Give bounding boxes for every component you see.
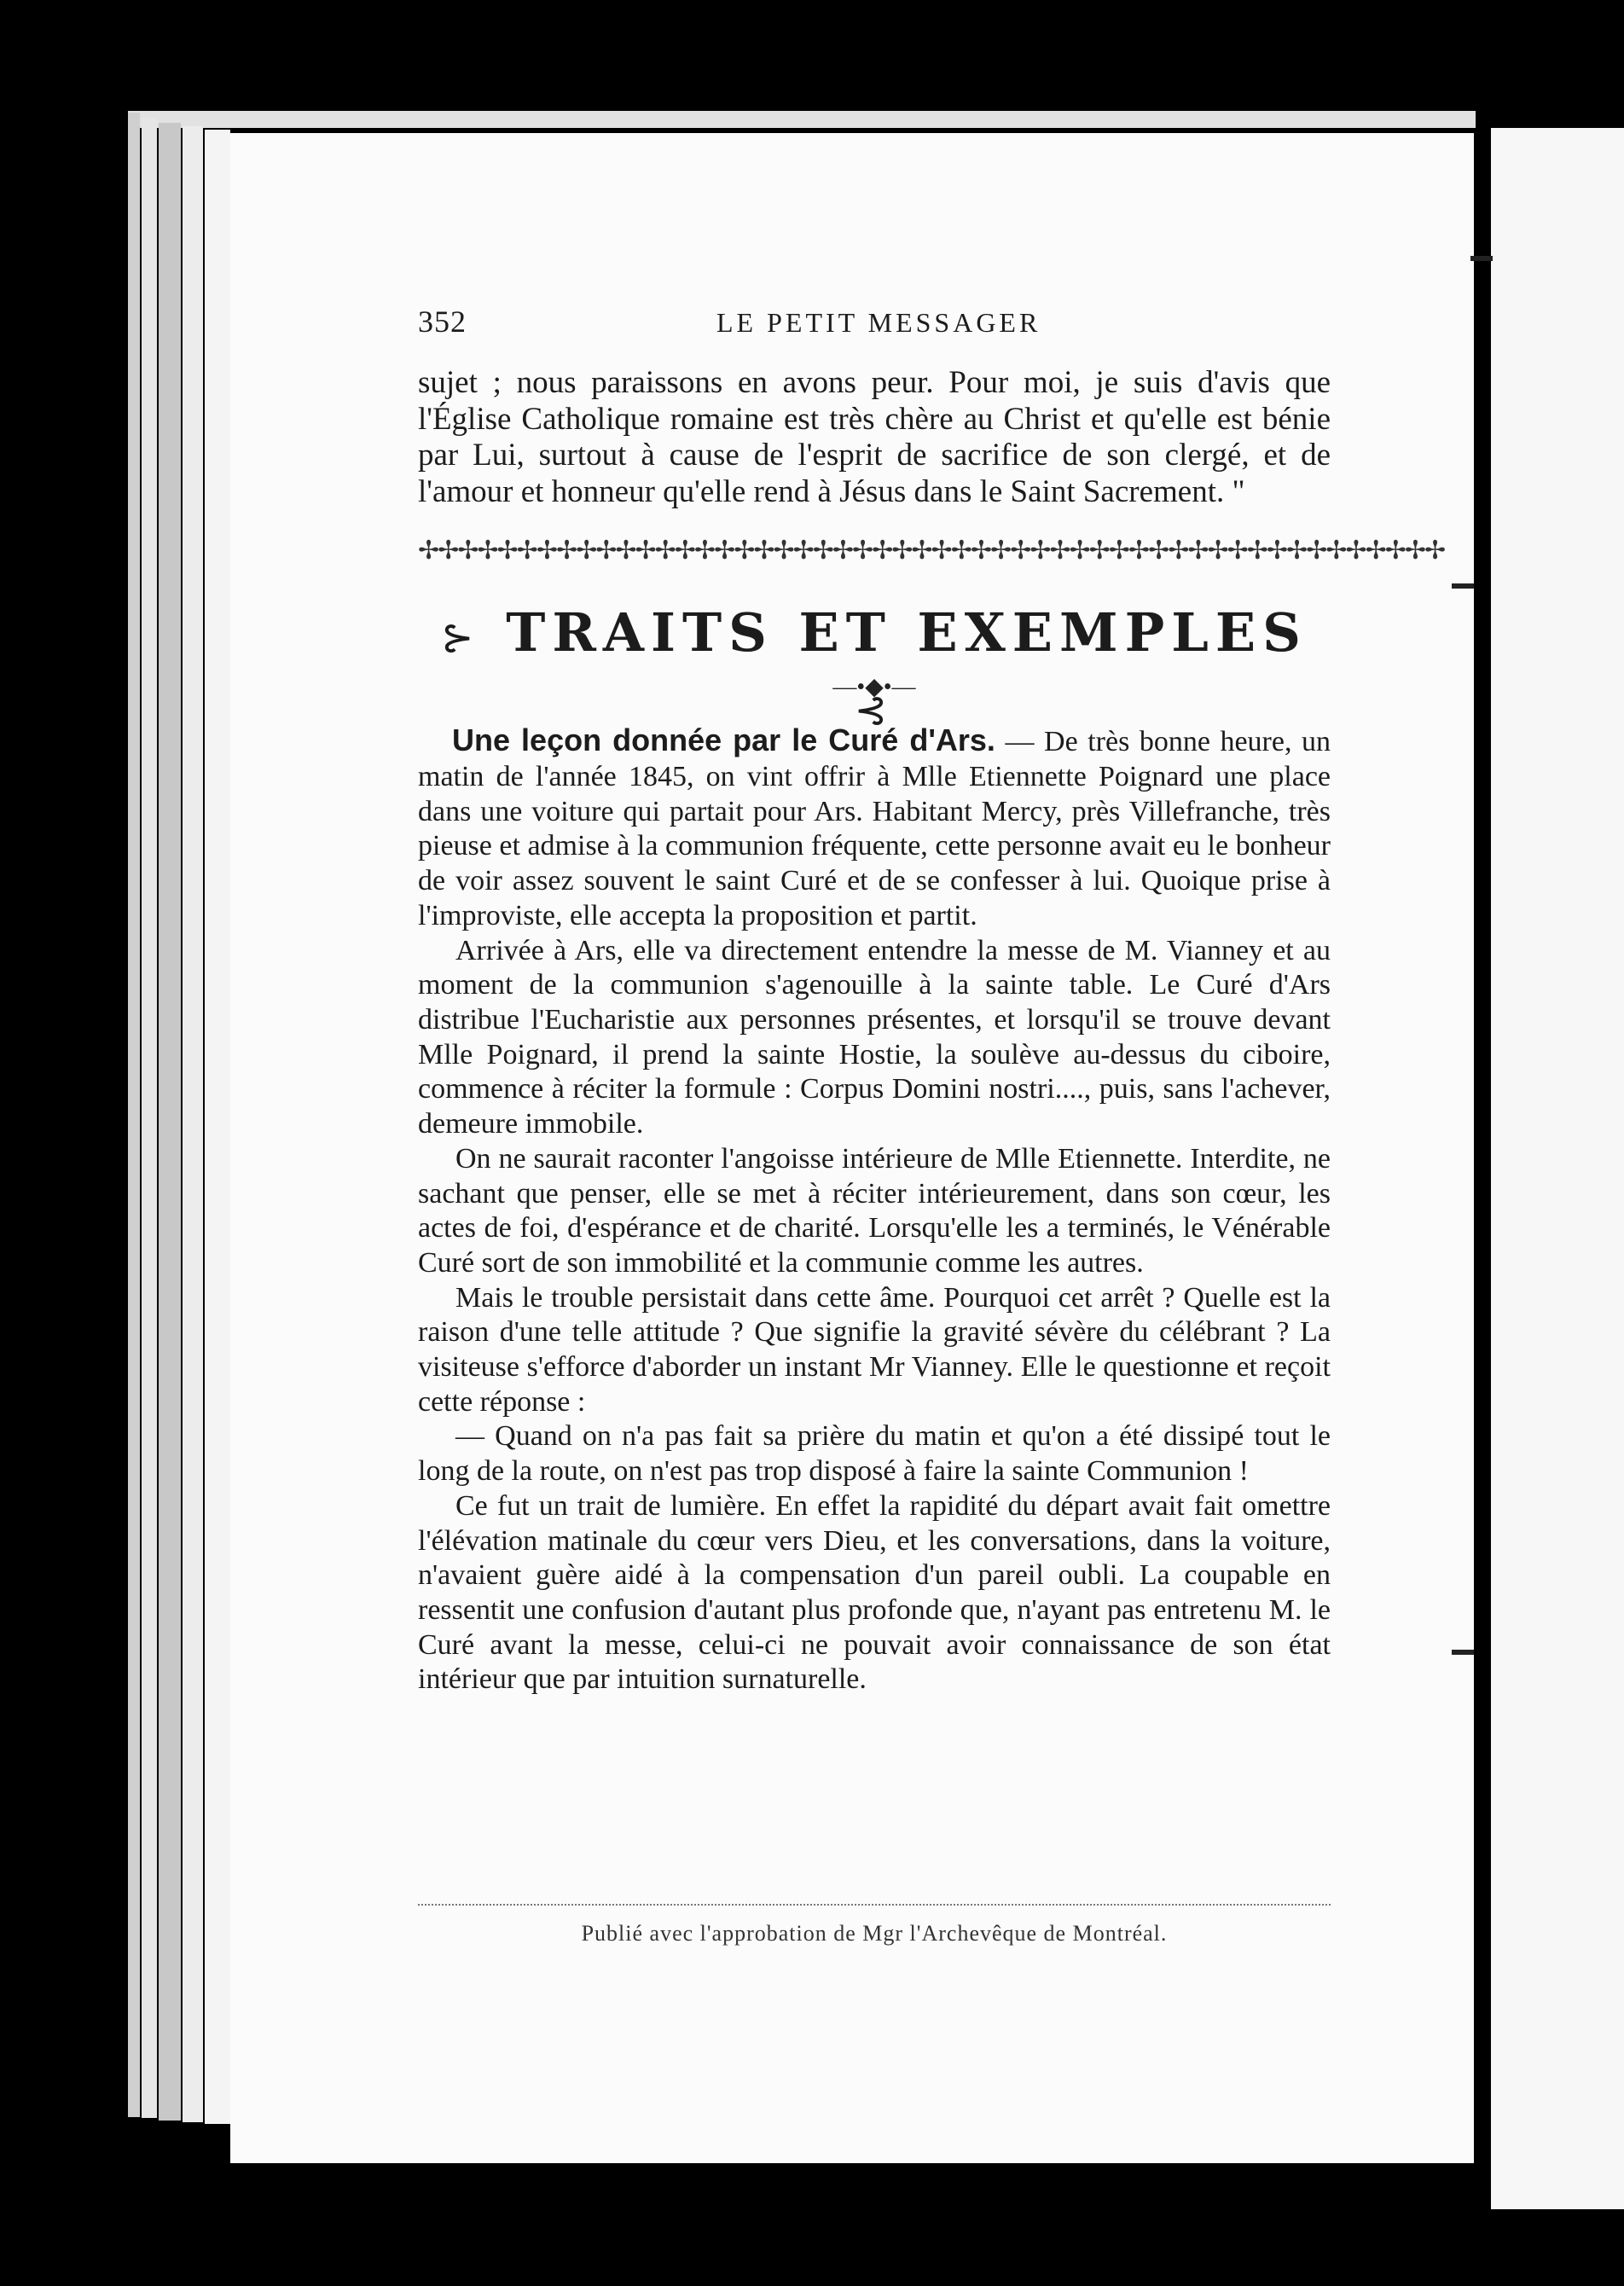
running-head	[418, 304, 1331, 346]
page-tab-mark	[1470, 256, 1493, 261]
book-page-edge	[205, 130, 230, 2124]
book-page-edge	[159, 123, 181, 2121]
facing-page	[1491, 128, 1624, 2209]
section-title-text: TRAITS ET EXEMPLES	[506, 601, 1308, 664]
flourish-right-icon: ⊰	[854, 687, 895, 734]
book-page-edge	[142, 118, 157, 2118]
flourish-left-icon: ⊱	[441, 614, 481, 661]
article-paragraph: — Quand on n'a pas fait sa prière du matin et qu'on a été dissipé tout le long de la route, on n'est pas trop disposé à faire la sainte Communion !	[418, 1420, 1331, 1488]
article-paragraph: On ne saurait raconter l'angoisse intérieure de Mlle Etiennette. Interdite, ne sachant que penser, elle se met à réciter intérieurement, dans son cœur, les actes de foi, d'espérance et de charité. Lorsqu'elle les a terminés, le Vénérable Curé sort de son immobilité et la communie comme les autres.	[418, 1142, 1331, 1279]
article-heading: Une leçon donnée par le Curé d'Ars.	[452, 722, 995, 758]
page-number: 352	[418, 305, 467, 339]
book-spine	[1474, 128, 1491, 2209]
ornamental-divider: ✢✢✢✢✢✢✢✢✢✢✢✢✢✢✢✢✢✢✢✢✢✢✢✢✢✢✢✢✢✢✢✢✢✢✢✢✢✢✢✢✢✢✢✢✢✢✢✢✢✢✢✢	[418, 537, 1445, 566]
article-paragraph: Ce fut un trait de lumière. En effet la rapidité du départ avait fait omettre l'élévation matinale du cœur vers Dieu, et les conversations, dans la voiture, n'avaient guère aidé à la compensation d'un pareil oubli. La coupable en ressentit une confusion d'autant plus profonde que, n'ayant pas entretenu M. le Curé avant la messe, celui-ci ne pouvait avoir connaissance de son état intérieur que par intuition surnaturelle.	[418, 1489, 1331, 1696]
book-top-edge	[128, 111, 1476, 128]
page-content	[418, 304, 1445, 1697]
journal-title: LE PETIT MESSAGER	[716, 307, 1041, 338]
opening-paragraph: sujet ; nous paraissons en avons peur. Pour moi, je suis d'avis que l'Église Catholique romaine est très chère au Christ et qu'elle est bénie par Lui, surtout à cause de l'esprit de sacrifice de son clergé, et de l'amour et honneur qu'elle rend à Jésus dans le Saint Sacrement. "	[418, 365, 1331, 509]
article-paragraph	[418, 723, 1331, 933]
article-paragraph: Arrivée à Ars, elle va directement entendre la messe de M. Vianney et au moment de la communion s'agenouille à la sainte table. Le Curé d'Ars distribue l'Eucharistie aux personnes présentes, et lorsqu'il se trouve devant Mlle Poignard, il prend la sainte Hostie, la soulève au-dessus du ciboire, commence à réciter la formule : Corpus Domini nostri...., puis, sans l'achever, demeure immobile.	[418, 934, 1331, 1140]
article-paragraph-text: — De très bonne heure, un matin de l'année 1845, on vint offrir à Mlle Etiennette Poignard une place dans une voiture qui partait pour Ars. Habitant Mercy, près Villefranche, très pieuse et admise à la communion fréquente, cette personne avait eu le bonheur de voir assez souvent le saint Curé et de se confesser à lui. Quoique prise à l'improviste, elle accepta la proposition et partit.	[418, 726, 1331, 931]
book-page-edge	[183, 126, 203, 2122]
article-paragraph: Mais le trouble persistait dans cette âme. Pourquoi cet arrêt ? Quelle est la raison d'une telle attitude ? Que signifie la gravité sévère du célébrant ? La visiteuse s'efforce d'aborder un instant Mr Vianney. Elle le questionne et reçoit cette réponse :	[418, 1281, 1331, 1418]
section-title	[418, 599, 1331, 734]
imprimatur-note: Publié avec l'approbation de Mgr l'Archevêque de Montréal.	[581, 1921, 1168, 1946]
book-page-edge	[128, 113, 140, 2117]
page-tab-mark	[1452, 1650, 1474, 1655]
title-ornament: —•◆•—	[832, 674, 916, 701]
article	[418, 723, 1331, 1697]
page-tab-mark	[1452, 583, 1474, 589]
footer-rule	[418, 1904, 1331, 1916]
